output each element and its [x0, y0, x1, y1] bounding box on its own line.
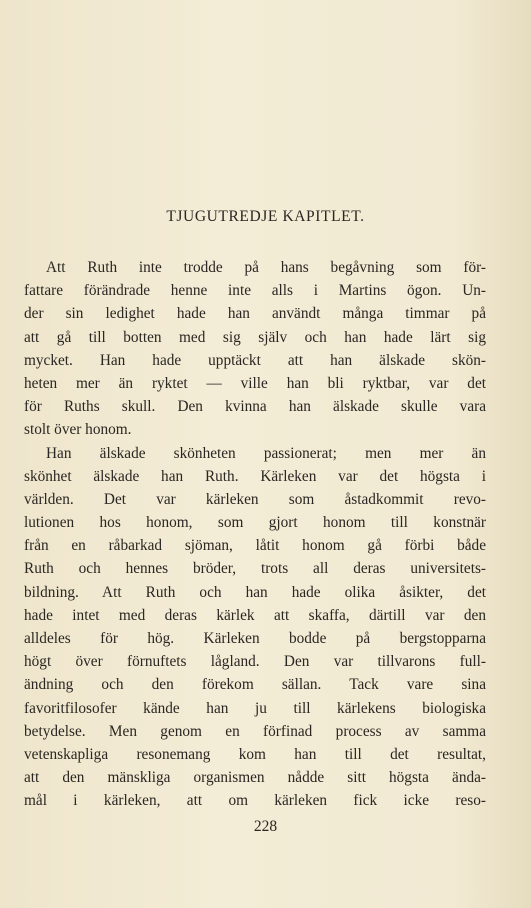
page-number: 228	[253, 818, 278, 835]
text-line: alldeles för hög. Kärleken bodde på bergstopparna	[24, 630, 486, 647]
text-line: för Ruths skull. Den kvinna han älskade skulle vara	[24, 398, 486, 416]
text-line: heten mer än ryktet — ville han bli ryktbar, var det	[24, 374, 486, 392]
text-line: betydelse. Men genom en förfinad process av samma	[24, 722, 486, 740]
text-line: Att Ruth inte trodde på hans begåvning som för-	[46, 259, 486, 276]
text-line: stolt över honom.	[24, 421, 132, 439]
text-line: hade intet med deras kärlek att skaffa, därtill var den	[24, 606, 486, 624]
text-line: att gå till botten med sig själv och han hade lärt sig	[24, 328, 486, 346]
text-line: Han älskade skönheten passionerat; men mer än	[46, 444, 486, 462]
text-line: ändning och den förekom sällan. Tack vare sina	[24, 676, 486, 694]
text-line: bildning. Att Ruth och han hade olika åsikter, det	[24, 583, 486, 601]
body-text	[24, 256, 486, 813]
chapter-title: TJUGUTREDJE KAPITLET.	[166, 208, 365, 225]
text-line: lutionen hos honom, som gjort honom till konstnär	[24, 514, 486, 532]
text-line: att den mänskliga organismen nådde sitt högsta ända-	[24, 769, 486, 787]
text-line: mycket. Han hade upptäckt att han älskade skön-	[24, 351, 486, 369]
text-line: favoritfilosofer kände han ju till kärlekens biologiska	[24, 699, 486, 717]
text-line: från en råbarkad sjöman, låtit honom gå förbi både	[24, 537, 486, 555]
text-line: vetenskapliga resonemang kom han till det resultat,	[24, 745, 486, 763]
text-line: der sin ledighet hade han användt många timmar på	[24, 305, 486, 323]
text-line: världen. Det var kärleken som åstadkommit revo-	[24, 490, 486, 508]
text-line: mål i kärleken, att om kärleken fick icke reso-	[24, 792, 486, 810]
text-line: Ruth och hennes bröder, trots all deras universitets-	[24, 560, 486, 578]
text-line: fattare förändrade henne inte alls i Martins ögon. Un-	[24, 282, 486, 300]
text-line: högt över förnuftets lågland. Den var tillvarons full-	[24, 653, 486, 671]
text-line: skönhet älskade han Ruth. Kärleken var det högsta i	[24, 467, 486, 485]
